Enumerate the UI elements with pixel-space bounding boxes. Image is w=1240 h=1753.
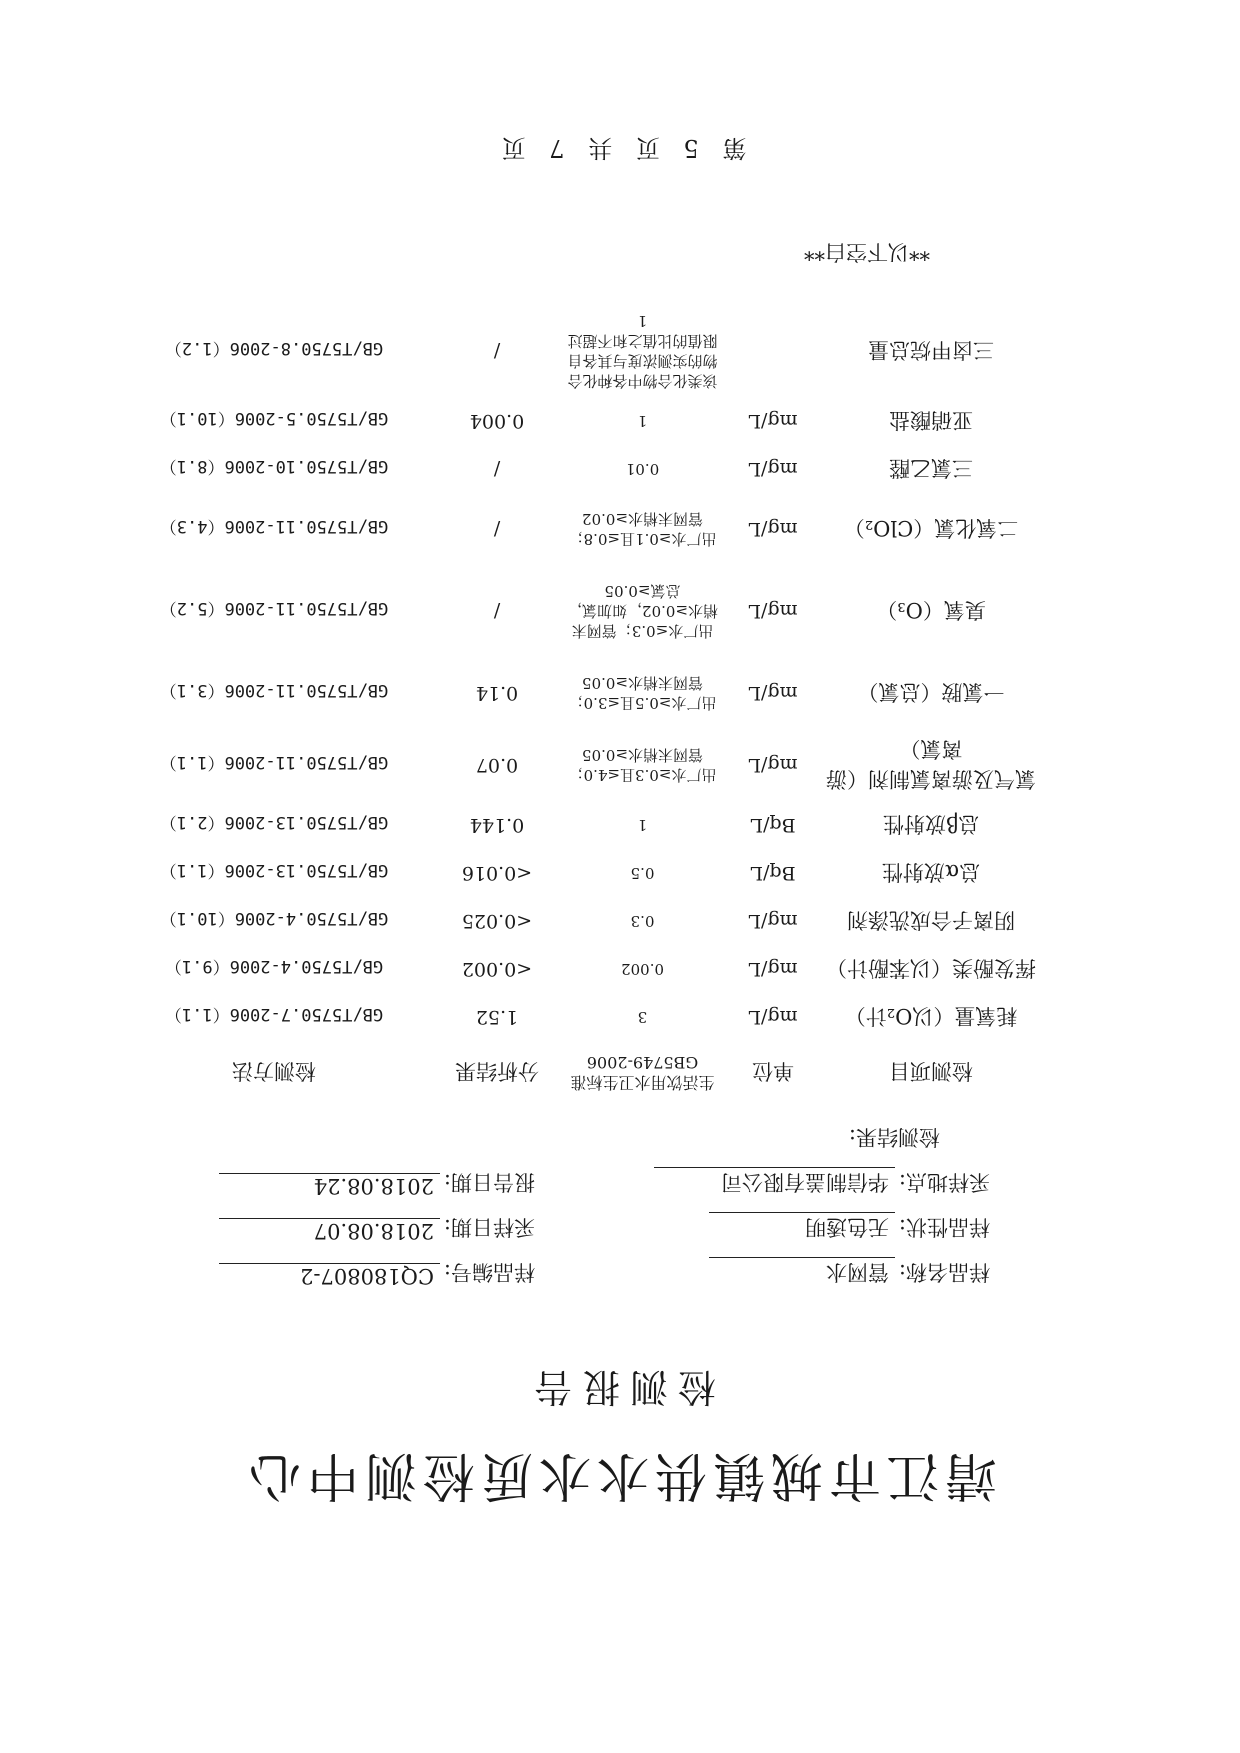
row-item: 耗氧量（以O₂计） <box>844 1004 1018 1028</box>
table-row <box>115 945 1040 993</box>
row-standard: 0.002 <box>621 960 664 978</box>
header-result: 分析结果 <box>455 1059 539 1083</box>
row-result: <0.025 <box>461 910 533 932</box>
row-method: GB/T5750.4-2006（10.1） <box>159 908 389 929</box>
table-row <box>115 849 1040 897</box>
end-of-content-note: **以下空白** <box>804 240 930 264</box>
row-item: 三氯乙醛 <box>889 456 973 480</box>
sample-name-value: 管网水 <box>709 1257 895 1288</box>
row-standard: 0.01 <box>625 460 660 478</box>
table-row <box>115 445 1040 493</box>
row-result: / <box>493 340 501 362</box>
header-item: 检测项目 <box>889 1059 973 1083</box>
table-row <box>115 493 1040 565</box>
row-standard: 出厂水≥0.5且≤3.0；管网末梢水≥0.05 <box>568 674 717 712</box>
table-row <box>115 657 1040 729</box>
row-unit: mg/L <box>748 518 798 540</box>
row-method: GB/T5750.4-2006（9.1） <box>164 956 384 977</box>
row-result: / <box>493 600 501 622</box>
header-standard: 生活饮用水卫生标准GB5749-2006 <box>570 1053 715 1092</box>
row-result: / <box>493 458 501 480</box>
table-row <box>115 801 1040 849</box>
row-method: GB/T5750.11-2006（3.1） <box>159 680 389 701</box>
row-unit: mg/L <box>748 682 798 704</box>
sample-number-value: CQ180807-2 <box>219 1263 440 1288</box>
row-item: 总β放射性 <box>882 812 980 836</box>
row-standard: 0.3 <box>630 912 655 930</box>
row-method: GB/T5750.8-2006（1.2） <box>164 338 384 359</box>
sample-state-label: 样品性状: <box>898 1215 990 1239</box>
sample-number-label: 样品编号: <box>443 1260 535 1284</box>
row-standard: 出厂水≤0.3；管网末梢水≥0.02，如加氯，总氯≥0.05 <box>567 582 718 640</box>
row-unit <box>724 305 822 397</box>
row-unit: mg/L <box>748 910 798 932</box>
row-result: 0.14 <box>475 682 519 704</box>
row-result: <0.016 <box>461 862 533 884</box>
header-unit: 单位 <box>752 1059 794 1083</box>
row-method: GB/T5750.10-2006（8.1） <box>159 456 389 477</box>
row-result: 0.07 <box>475 754 519 776</box>
row-method: GB/T5750.13-2006（1.1） <box>159 860 389 881</box>
row-result: 0.004 <box>469 410 525 432</box>
row-item: 挥发酚类（以苯酚计） <box>826 956 1036 980</box>
sampling-site-value: 华信制盖有限公司 <box>654 1167 895 1198</box>
table-row <box>115 397 1040 445</box>
row-method: GB/T5750.11-2006（4.3） <box>159 516 389 537</box>
row-result: 1.52 <box>475 1006 519 1028</box>
row-method: GB/T5750.13-2006（2.1） <box>159 812 389 833</box>
report-title: 检测报告 <box>524 1365 717 1409</box>
row-result: / <box>493 518 501 540</box>
row-standard: 出厂水≥0.3且≤4.0；管网末梢水≥0.05 <box>568 746 717 784</box>
row-unit: mg/L <box>748 410 798 432</box>
page-number: 第 5 页 共 7 页 <box>493 134 747 162</box>
table-row <box>115 729 1040 801</box>
row-unit: Bq/L <box>750 814 796 836</box>
row-unit: mg/L <box>748 458 798 480</box>
row-unit: mg/L <box>748 1006 798 1028</box>
row-unit: Bq/L <box>750 862 796 884</box>
sampling-site-label: 采样地点: <box>898 1170 990 1194</box>
row-standard: 0.5 <box>630 864 655 882</box>
row-unit: mg/L <box>748 600 798 622</box>
table-row <box>115 897 1040 945</box>
table-header-row <box>115 1041 1040 1103</box>
row-unit: mg/L <box>748 958 798 980</box>
row-standard: 1 <box>637 412 648 430</box>
sample-name-label: 样品名称: <box>898 1260 990 1284</box>
row-item: 臭氧（O₃） <box>876 598 986 622</box>
row-standard: 该类化合物中各种化合物的实测浓度与其各自限值的比值之和不超过1 <box>567 312 718 390</box>
sampling-date-value: 2018.08.07 <box>219 1218 440 1243</box>
row-method: GB/T5750.11-2006（5.2） <box>159 598 389 619</box>
organization-name: 靖江市城镇供水水质检测中心 <box>243 1445 998 1505</box>
row-result: 0.144 <box>469 814 525 836</box>
report-date-value: 2018.08.24 <box>219 1173 440 1198</box>
row-item: 总α放射性 <box>881 860 981 884</box>
row-method: GB/T5750.7-2006（1.1） <box>164 1004 384 1025</box>
row-unit: mg/L <box>748 754 798 776</box>
row-item: 阴离子合成洗涤剂 <box>847 908 1015 932</box>
row-item: 氯气及游离氯制剂（游离氯） <box>826 737 1036 791</box>
row-item: 二氧化氯（ClO₂） <box>843 516 1019 540</box>
sampling-date-label: 采样日期: <box>443 1215 535 1239</box>
table-row <box>115 565 1040 657</box>
table-row <box>115 305 1040 397</box>
row-result: <0.002 <box>461 958 533 980</box>
report-date-label: 报告日期: <box>443 1170 535 1194</box>
results-title: 检测结果: <box>848 1125 940 1149</box>
row-standard: 出厂水≥0.1且≤0.8；管网末梢水≥0.02 <box>568 510 717 548</box>
row-item: 亚硝酸盐 <box>889 408 973 432</box>
row-item: 三卤甲烷总量 <box>868 338 994 362</box>
header-method: 检测方法 <box>232 1059 316 1083</box>
sample-state-value: 无色透明 <box>709 1212 895 1243</box>
row-item: 一氯胺（总氯） <box>857 680 1005 704</box>
table-row <box>115 993 1040 1041</box>
results-table <box>115 305 1040 1103</box>
row-standard: 1 <box>637 816 648 834</box>
row-standard: 3 <box>637 1008 648 1026</box>
row-method: GB/T5750.11-2006（1.1） <box>159 752 389 773</box>
row-method: GB/T5750.5-2006（10.1） <box>159 408 389 429</box>
